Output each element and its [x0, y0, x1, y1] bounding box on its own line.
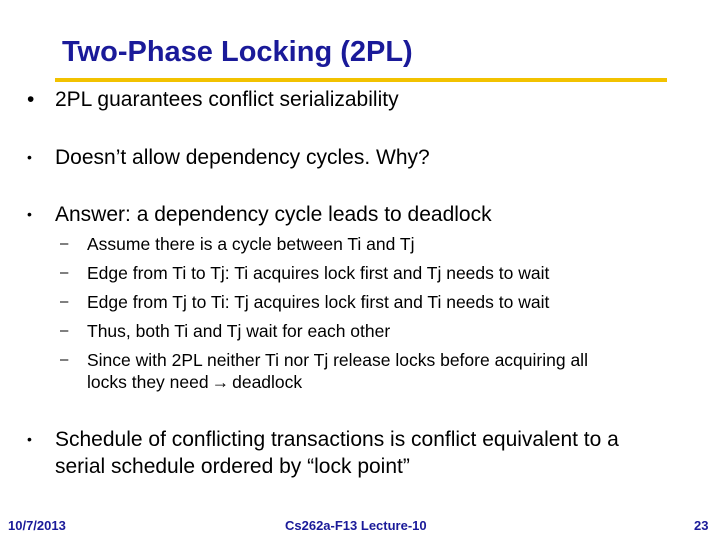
sub-bullet-marker: –	[60, 293, 69, 310]
sub-bullet-line2-end: deadlock	[232, 372, 303, 392]
bullet-line1: Schedule of conflicting transactions is conflict equivalent to a	[55, 428, 619, 451]
sub-bullet-text: Edge from Ti to Tj: Ti acquires lock first and Tj needs to wait	[87, 263, 550, 283]
bullet-text: 2PL guarantees conflict serializability	[55, 88, 399, 111]
sub-bullet-marker: –	[60, 264, 69, 281]
sub-bullet-marker: –	[60, 235, 69, 252]
sub-bullet-line1: Since with 2PL neither Ti nor Tj release locks before acquiring all	[87, 350, 588, 370]
bullet-text	[55, 426, 619, 480]
bullet-marker: •	[27, 88, 35, 111]
bullet-marker: •	[27, 431, 32, 447]
sub-bullet-marker: –	[60, 351, 69, 368]
footer-page-number: 23	[694, 518, 709, 533]
bullet-text: Answer: a dependency cycle leads to deadlock	[55, 203, 492, 226]
title-underline	[55, 78, 667, 82]
footer-date: 10/7/2013	[8, 518, 66, 533]
sub-bullet-line2-start: locks they need	[87, 372, 209, 392]
right-arrow-icon: →	[211, 372, 230, 392]
sub-bullet-text: Thus, both Ti and Tj wait for each other	[87, 321, 391, 341]
footer-course: Cs262a-F13 Lecture-10	[285, 518, 427, 533]
sub-bullet-text: Edge from Tj to Ti: Tj acquires lock first and Ti needs to wait	[87, 292, 550, 312]
sub-bullet-text: Assume there is a cycle between Ti and Tj	[87, 234, 415, 254]
bullet-marker: •	[27, 206, 32, 222]
sub-bullet-marker: –	[60, 322, 69, 339]
bullet-text: Doesn’t allow dependency cycles. Why?	[55, 146, 430, 169]
bullet-marker: •	[27, 149, 32, 165]
slide-title: Two-Phase Locking (2PL)	[62, 36, 413, 68]
bullet-line2: serial schedule ordered by “lock point”	[55, 455, 410, 478]
sub-bullet-text	[87, 349, 588, 393]
